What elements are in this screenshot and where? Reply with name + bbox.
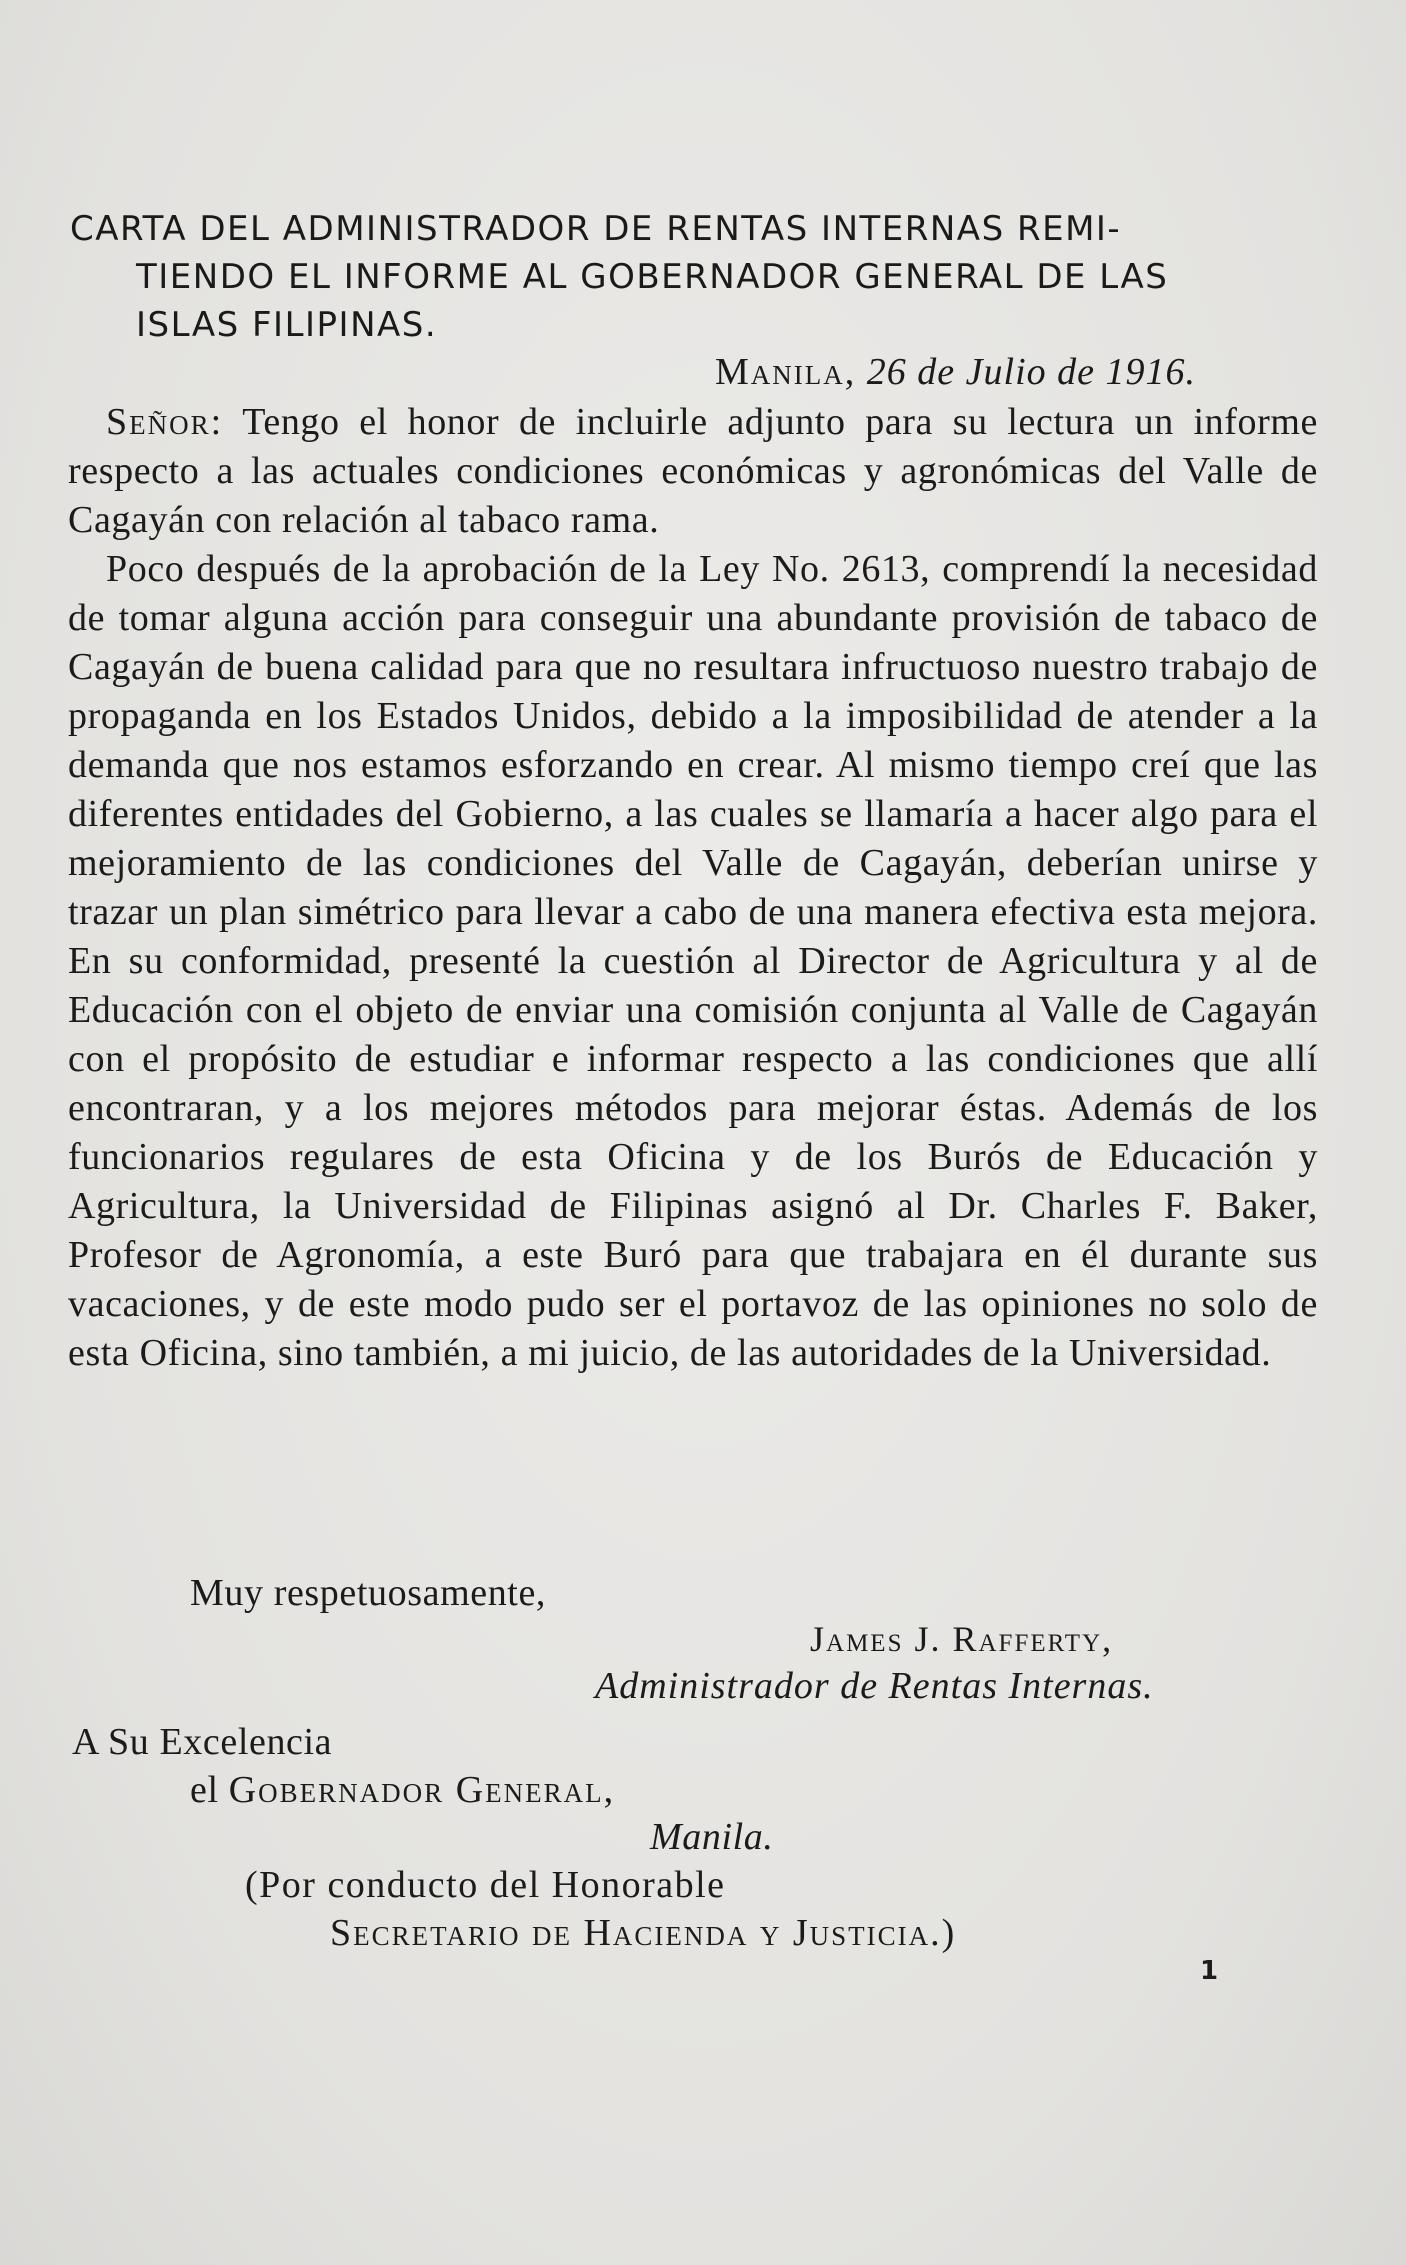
page-number: 1 [1200, 1956, 1219, 1986]
addressee-line-5: Secretario de Hacienda y Justicia.) [330, 1912, 957, 1954]
paragraph-1-text: Tengo el honor de incluirle adjunto para su lectura un informe respecto a las actuales condiciones económicas y agronómicas del Valle de Cagayán con relación al tabaco rama. [68, 401, 1318, 541]
addressee-city: Manila. [650, 1816, 774, 1858]
heading-line-3: ISLAS FILIPINAS. [136, 305, 438, 345]
addressee-line-4: (Por conducto del Honorable [245, 1864, 726, 1906]
paragraph-2: Poco después de la aprobación de la Ley No. 2613, comprendí la necesidad de tomar alguna acción para conseguir una abundante provisión de tabaco de Cagayán de buena calidad para que no resultara infructuoso nuestro trabajo de propaganda en los Estados Unidos, debido a la imposibilidad de atender a la demanda que nos estamos esforzando en crear. Al mismo tiempo creí que las diferentes entidades del Gobierno, a las cuales se llamaría a hacer algo para el mejoramiento de las condiciones del Valle de Cagayán, deberían unirse y trazar un plan simétrico para llevar a cabo de una manera efectiva esta mejora. En su conformidad, presenté la cuestión al Director de Agricultura y al de Educación con el objeto de enviar una comisión conjunta al Valle de Cagayán con el propósito de estudiar e informar respecto a las condiciones que allí encontraran, y a los mejores métodos para mejorar éstas. Además de los funcionarios regulares de esta Oficina y de los Burós de Educación y Agricultura, la Universidad de Filipinas asignó al Dr. Charles F. Baker, Profesor de Agronomía, a este Buró para que trabajara en él durante sus vacaciones, y de este modo pudo ser el portavoz de las opiniones no solo de esta Oficina, sino también, a mi juicio, de las autoridades de la Universidad. [68, 548, 1318, 1374]
dateline [715, 350, 1196, 394]
paragraph-1 [68, 398, 1318, 545]
addressee-line-2 [190, 1768, 615, 1812]
signature-title: Administrador de Rentas Internas. [595, 1665, 1154, 1707]
salutation: Señor: [106, 401, 224, 443]
letter-body [68, 398, 1318, 1378]
addressee-title: Gobernador General, [228, 1769, 616, 1811]
addressee-line-1: A Su Excelencia [72, 1721, 333, 1763]
heading-line-2: TIENDO EL INFORME AL GOBERNADOR GENERAL DE LAS [136, 257, 1169, 297]
heading-line-1: CARTA DEL ADMINISTRADOR DE RENTAS INTERNAS REMI- [70, 209, 1122, 249]
addressee-prefix: el [190, 1769, 219, 1811]
dateline-date: 26 de Julio de 1916. [866, 351, 1196, 393]
letter-heading [70, 205, 1320, 349]
dateline-place: Manila, [715, 351, 857, 393]
signature-name: James J. Rafferty, [810, 1619, 1114, 1659]
closing: Muy respetuosamente, [190, 1572, 547, 1614]
